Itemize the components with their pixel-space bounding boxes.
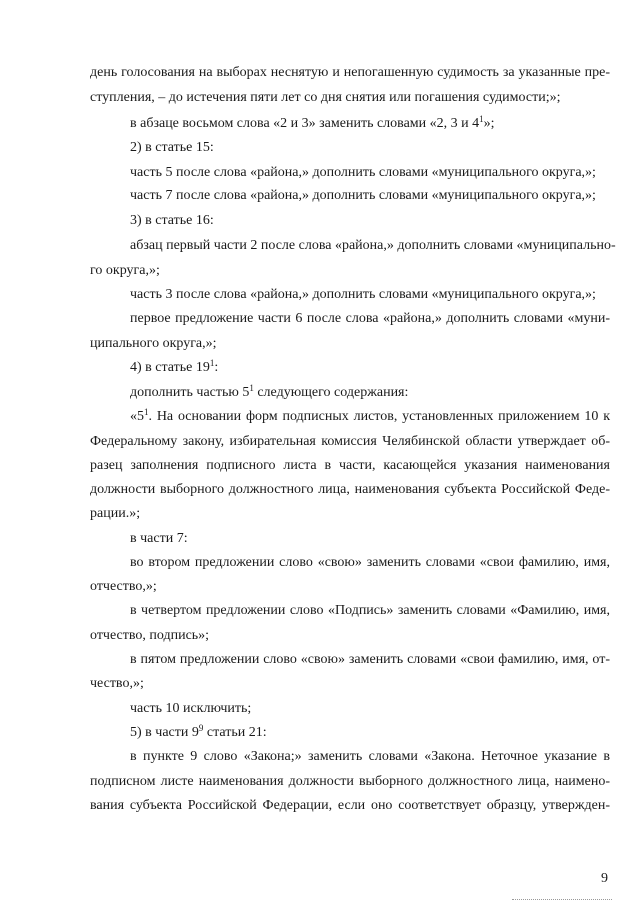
- text-line: подписном листе наименования должности выборного должностного лица, наимено-: [90, 774, 610, 789]
- text-line: в четвертом предложении слово «Подпись» заменить словами «Фамилию, имя,: [130, 603, 610, 618]
- text-line: абзац первый части 2 после слова «района,» дополнить словами «муниципально-: [130, 238, 616, 253]
- text-line: в абзаце восьмом слова «2 и 3» заменить словами «2, 3 и $4^1$»;: [130, 114, 495, 131]
- text-line: «$5^1$. На основании форм подписных листов, установленных приложением 10 к: [130, 407, 610, 424]
- page-number: 9: [601, 871, 608, 886]
- text-line: во втором предложении слово «свою» заменить словами «свои фамилию, имя,: [130, 555, 610, 570]
- text-line: в пятом предложении слово «свою» заменить словами «свои фамилию, имя, от-: [130, 652, 610, 667]
- text-line: часть 10 исключить;: [130, 701, 252, 716]
- text-line: день голосования на выборах неснятую и непогашенную судимость за указанные пре-: [90, 65, 610, 80]
- text-line: часть 7 после слова «района,» дополнить словами «муниципального округа,»;: [130, 188, 596, 203]
- text-line: 4) в статье $19^1$:: [130, 358, 219, 375]
- text-line: в пункте 9 слово «Закона;» заменить словами «Закона. Неточное указание в: [130, 749, 610, 764]
- text-line: ступления, – до истечения пяти лет со дня снятия или погашения судимости;»;: [90, 90, 561, 105]
- text-line: дополнить частью $5^1$ следующего содержания:: [130, 383, 409, 400]
- text-line: Федеральному закону, избирательная комиссия Челябинской области утверждает об-: [90, 434, 610, 449]
- text-line: первое предложение части 6 после слова «района,» дополнить словами «муни-: [130, 311, 610, 326]
- text-line: ципального округа,»;: [90, 336, 217, 351]
- text-line: часть 5 после слова «района,» дополнить словами «муниципального округа,»;: [130, 165, 596, 180]
- text-line: чество,»;: [90, 676, 144, 691]
- footer-divider: [512, 899, 612, 900]
- text-line: в части 7:: [130, 531, 188, 546]
- text-line: отчество, подпись»;: [90, 628, 210, 643]
- text-line: 3) в статье 16:: [130, 213, 214, 228]
- text-line: вания субъекта Российской Федерации, если оно соответствует образцу, утвержден-: [90, 798, 610, 813]
- text-line: 2) в статье 15:: [130, 140, 214, 155]
- text-line: отчество,»;: [90, 579, 157, 594]
- text-line: должности выборного должностного лица, наименования субъекта Российской Феде-: [90, 482, 610, 497]
- text-line: го округа,»;: [90, 263, 160, 278]
- text-line: разец заполнения подписного листа в части, касающейся указания наименования: [90, 458, 610, 473]
- text-line: рации.»;: [90, 506, 141, 521]
- text-line: 5) в части $9^9$ статьи 21:: [130, 723, 267, 740]
- text-line: часть 3 после слова «района,» дополнить словами «муниципального округа,»;: [130, 287, 596, 302]
